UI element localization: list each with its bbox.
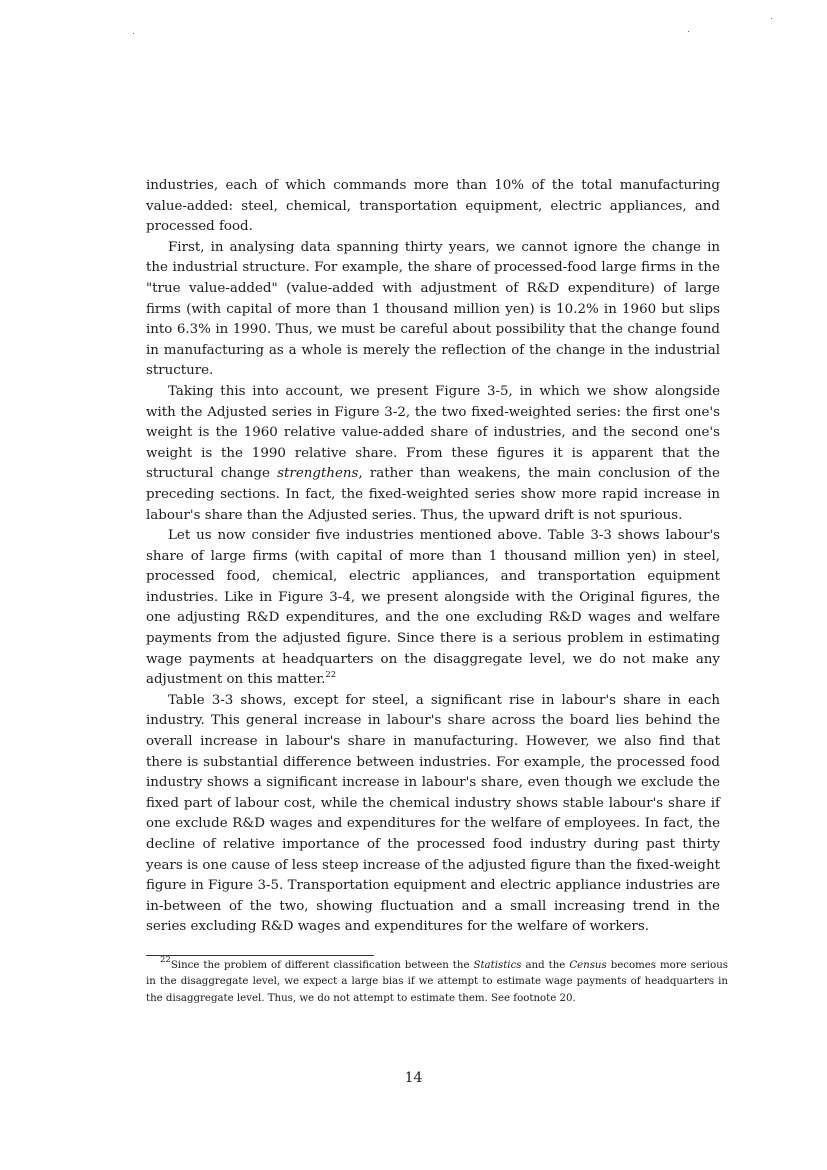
paragraph: industries, each of which commands more than 10% of the total manufacturing value-added: steel, chemical, transportation equipment, electric appliances, and processed food. <box>146 178 720 235</box>
paragraph <box>146 526 720 691</box>
paragraph: Table 3-3 shows, except for steel, a significant rise in labour's share in each industry. This general increase in labour's share across the board lies behind the overall increase in labour's share in manufacturing. However, we also find that there is substantial difference between industries. For example, the processed food industry shows a significant increase in labour's share, even though we exclude the fixed part of labour cost, while the chemical industry shows stable labour's share if one exclude R&D wages and expenditures for the welfare of employees. In fact, the decline of relative importance of the processed food industry during past thirty years is one cause of less steep increase of the adjusted figure than the fixed-weight figure in Figure 3-5. Transportation equipment and electric appliance industries are in-between of the two, showing fluctuation and a small increasing trend in the series excluding R&D wages and expenditures for the welfare of workers. <box>146 692 720 935</box>
footnote-text-part: Since the problem of different classification between the <box>170 960 474 971</box>
paragraph <box>146 382 720 526</box>
scan-speck <box>771 18 772 19</box>
scan-speck <box>133 33 134 34</box>
paragraph-text: , rather than weakens, the main conclusion of the preceding sections. In fact, the fixed-weighted series show more rapid increase in labour's share than the Adjusted series. Thus, the upward drift is not spurious. <box>146 466 720 523</box>
footnote-reference: 22 <box>325 670 337 681</box>
paragraph: First, in analysing data spanning thirty years, we cannot ignore the change in the industrial structure. For example, the share of processed-food large firms in the "true value-added" (value-added with adjustment of R&D expenditure) of large firms (with capital of more than 1 thousand million yen) is 10.2% in 1960 but slips into 6.3% in 1990. Thus, we must be careful about possibility that the change found in manufacturing as a whole is merely the reflection of the change in the industrial structure. <box>146 239 720 379</box>
scan-speck <box>688 31 689 32</box>
footnote-emphasis: Statistics <box>473 960 522 971</box>
footnote-text <box>146 955 728 1007</box>
footnote-rule <box>146 955 374 956</box>
page-number: 14 <box>404 1070 423 1086</box>
footnote <box>146 955 728 1007</box>
paragraph-text: Let us now consider five industries mentioned above. Table 3-3 shows labour's share of large firms (with capital of more than 1 thousand million yen) in steel, processed food, chemical, electric appliances, and transportation equipment industries. Like in Figure 3-4, we present alongside with the Original figures, the one adjusting R&D expenditures, and the one excluding R&D wages and welfare payments from the adjusted figure. Since there is a serious problem in estimating wage payments at headquarters on the disaggregate level, we do not make any adjustment on this matter. <box>146 528 720 688</box>
footnote-text-part: and the <box>521 960 570 971</box>
footnote-text-part: becomes more serious in the disaggregate level, we expect a large bias if we attempt to estimate wage payments of headquarters in the disaggregate level. Thus, we do not attempt to estimate them. See footnote 20. <box>146 960 728 1004</box>
footnote-emphasis: Census <box>569 960 607 971</box>
body-text <box>146 176 720 938</box>
footnote-marker: 22 <box>160 955 171 965</box>
emphasis-text: strengthens <box>277 466 359 482</box>
paragraph-text: Taking this into account, we present Figure 3-5, in which we show alongside with the Adjusted series in Figure 3-2, the two fixed-weighted series: the first one's weight is the 1960 relative value-added share of industries, and the second one's weight is the 1990 relative share. From these figures it is apparent that the structural change <box>146 383 720 482</box>
